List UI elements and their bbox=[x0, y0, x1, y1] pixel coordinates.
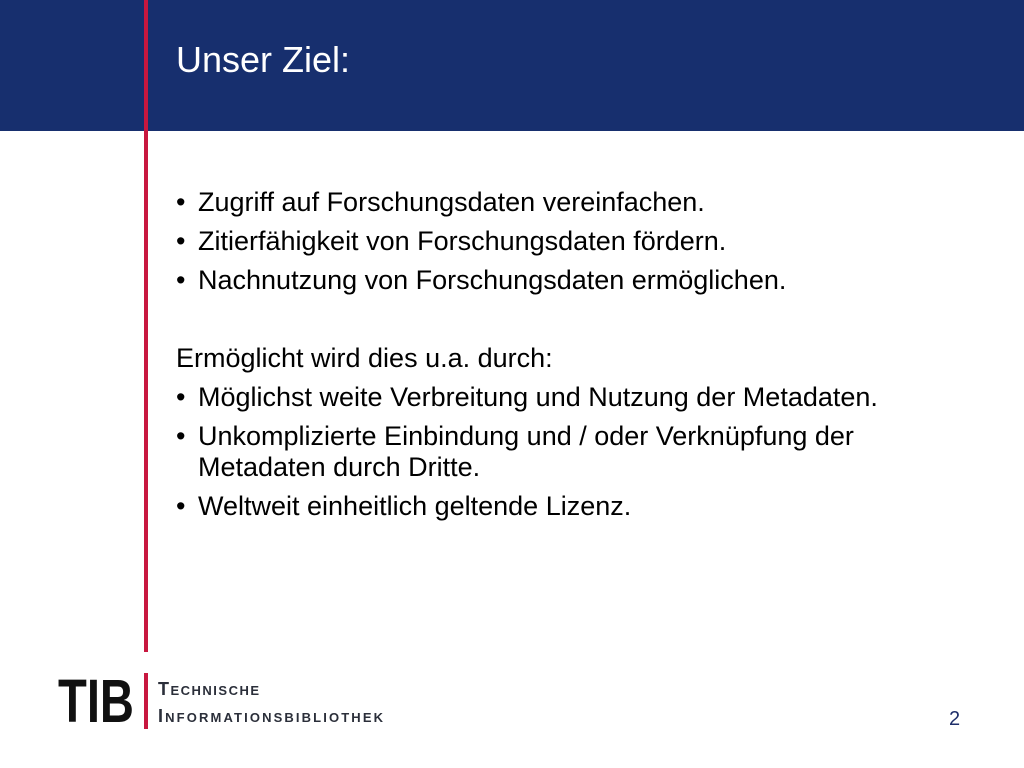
goals-list bbox=[176, 187, 900, 296]
logo-divider bbox=[144, 673, 148, 729]
list-item: • Zugriff auf Forschungsdaten vereinfachen. bbox=[176, 187, 900, 218]
list-item: • Unkomplizierte Einbindung und / oder Verknüpfung der Metadaten durch Dritte. bbox=[176, 421, 900, 483]
tib-logo bbox=[50, 665, 390, 735]
slide-body bbox=[176, 187, 900, 522]
logo-name-line2: Informationsbibliothek bbox=[158, 706, 383, 726]
list-item: • Möglichst weite Verbreitung und Nutzung der Metadaten. bbox=[176, 382, 900, 413]
means-list bbox=[176, 382, 900, 522]
logo-name-line1: Technische bbox=[158, 679, 259, 699]
page-number: 2 bbox=[949, 708, 961, 730]
list-item: • Zitierfähigkeit von Forschungsdaten fördern. bbox=[176, 226, 900, 257]
list-item: • Weltweit einheitlich geltende Lizenz. bbox=[176, 491, 900, 522]
header-band bbox=[0, 0, 1024, 131]
slide-title: Unser Ziel: bbox=[176, 39, 351, 80]
means-intro: Ermöglicht wird dies u.a. durch: bbox=[176, 343, 553, 373]
list-item: • Nachnutzung von Forschungsdaten ermöglichen. bbox=[176, 265, 900, 296]
accent-rule bbox=[144, 0, 148, 652]
logo-acronym: TIB bbox=[58, 667, 134, 735]
